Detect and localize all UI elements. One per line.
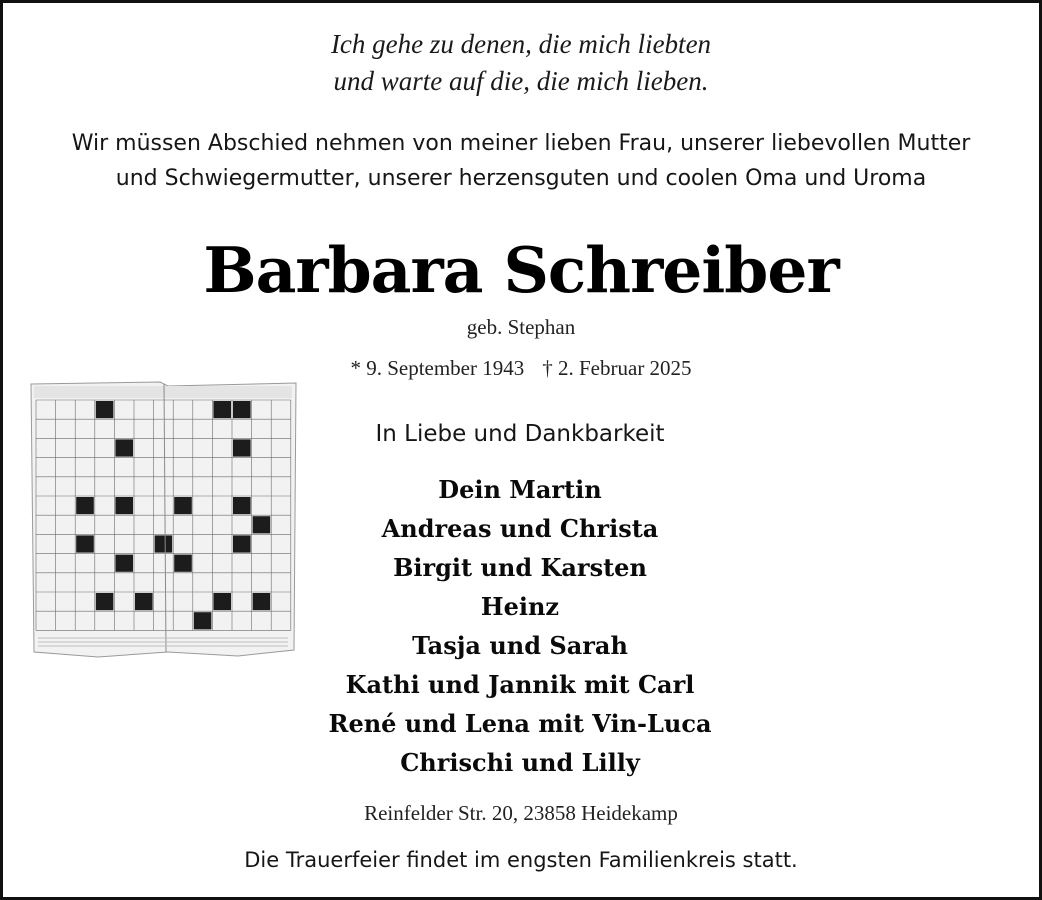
intro-line-2: und Schwiegermutter, unserer herzensguten und coolen Oma und Uroma bbox=[115, 166, 927, 191]
family-member-line: Heinz bbox=[480, 592, 560, 621]
birth-date: * 9. September 1943 bbox=[350, 356, 525, 380]
family-member-line: Andreas und Christa bbox=[381, 514, 659, 543]
family-member-line: René und Lena mit Vin-Luca bbox=[328, 709, 712, 738]
family-member-line: Kathi und Jannik mit Carl bbox=[345, 670, 695, 699]
family-member-line: Chrischi und Lilly bbox=[400, 748, 640, 777]
life-dates bbox=[0, 355, 1042, 381]
intro-text bbox=[0, 126, 1042, 196]
crossword-puzzle-image bbox=[28, 380, 298, 658]
motto-quote bbox=[0, 26, 1042, 100]
family-member-line: Birgit und Karsten bbox=[393, 553, 647, 582]
family-member-line: Dein Martin bbox=[438, 475, 602, 504]
death-date: † 2. Februar 2025 bbox=[542, 356, 692, 380]
thanks-line: In Liebe und Dankbarkeit bbox=[375, 421, 665, 447]
motto-line-2: und warte auf die, die mich lieben. bbox=[333, 66, 709, 96]
birth-name: geb. Stephan bbox=[466, 315, 576, 339]
address: Reinfelder Str. 20, 23858 Heidekamp bbox=[364, 801, 678, 825]
funeral-notice: Die Trauerfeier findet im engsten Familienkreis statt. bbox=[244, 848, 798, 872]
family-member-line: Tasja und Sarah bbox=[412, 631, 628, 660]
motto-line-1: Ich gehe zu denen, die mich liebten bbox=[330, 29, 712, 59]
intro-line-1: Wir müssen Abschied nehmen von meiner lieben Frau, unserer liebevollen Mutter bbox=[71, 131, 971, 156]
deceased-name: Barbara Schreiber bbox=[203, 233, 839, 307]
family-list bbox=[300, 470, 740, 782]
